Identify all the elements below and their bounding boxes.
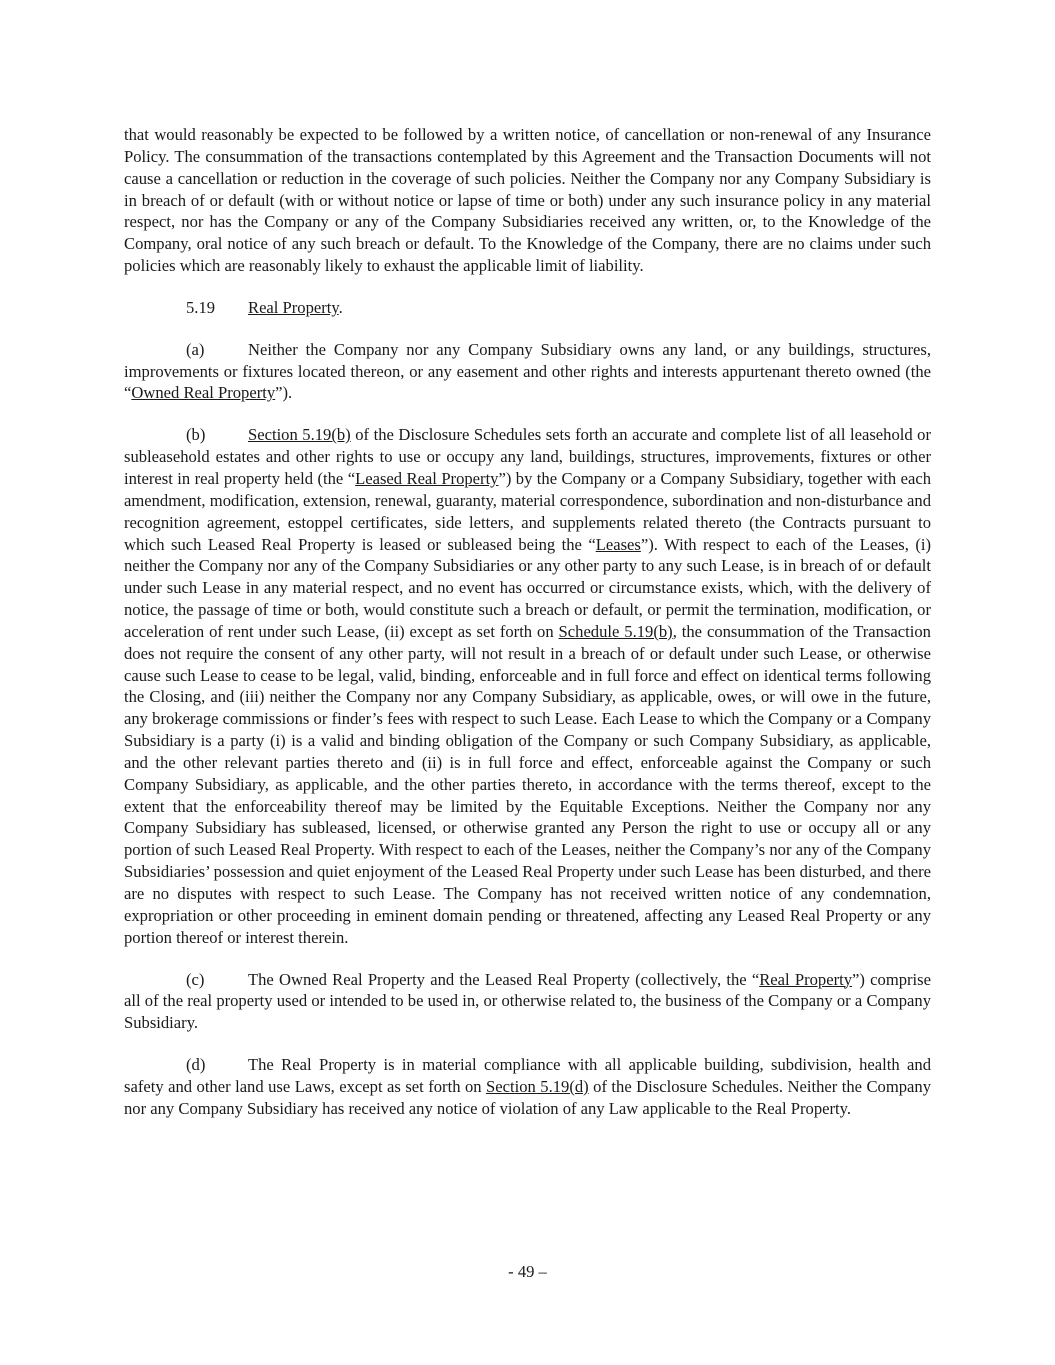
paragraph-a bbox=[124, 339, 931, 405]
paragraph-b bbox=[124, 424, 931, 948]
defined-term-leased-real-property: Leased Real Property bbox=[355, 468, 499, 488]
paragraph-a-label: (a) bbox=[186, 339, 205, 359]
continuation-text: that would reasonably be expected to be followed by a written notice, of cancellation or non-renewal of any Insurance Policy. The consummation of the transactions contemplated by this Agreement and the Transaction Documents will not cause a cancellation or reduction in the coverage of such policies. Neither the Company nor any Company Subsidiary is in breach of or default (with or without notice or lapse of time or both) under any such insurance policy in any material respect, nor has the Company or any of the Company Subsidiaries received any written, or, to the Knowledge of the Company, oral notice of any such breach or default. To the Knowledge of the Company, there are no claims under such policies which are reasonably likely to exhaust the applicable limit of liability. bbox=[124, 125, 931, 276]
defined-term-owned-real-property: Owned Real Property bbox=[131, 383, 276, 403]
paragraph-b-text-3: ”). With respect to each of the Leases, (i) neither the Company nor any of the Company Subsidiaries or any other party to any such Lease, is in breach of or default under such Lease in any material respect, and no event has occurred or circumstance exists, which, with the delivery of notice, the passage of time or both, would constitute such a breach or default, or permit the termination, modification, or acceleration of rent under such Lease, (ii) except as set forth on bbox=[124, 534, 932, 641]
paragraph-d-text-2: of the Disclosure Schedules. Neither the Company nor any Company Subsidiary has received any notice of violation of any Law applicable to the Real Property. bbox=[124, 1076, 932, 1118]
reference-section-5-19-b: Section 5.19(b) bbox=[248, 425, 351, 445]
page-number: - 49 – bbox=[508, 1262, 547, 1281]
reference-section-5-19-d: Section 5.19(d) bbox=[486, 1076, 589, 1096]
paragraph-d-label: (d) bbox=[186, 1055, 206, 1075]
paragraph-b-text-2: ”) by the Company or a Company Subsidiary, together with each amendment, modification, extension, renewal, guaranty, material correspondence, subordination and non-disturbance and recognition agreement, estoppel certificates, side letters, and supplements related thereto (the Contracts pursuant to which such Leased Real Property is leased or subleased being the “ bbox=[124, 468, 932, 554]
section-title-period: . bbox=[338, 297, 343, 317]
paragraph-c-text-2: ”) comprise all of the real property used or intended to be used in, or otherwise related to, the business of the Company or a Company Subsidiary. bbox=[124, 969, 931, 1033]
defined-term-real-property: Real Property bbox=[759, 969, 853, 989]
section-title: Real Property bbox=[248, 297, 339, 317]
paragraph-d-text-1: The Real Property is in material compliance with all applicable building, subdivision, health and safety and other land use Laws, except as set forth on bbox=[124, 1055, 931, 1096]
reference-schedule-5-19-b: Schedule 5.19(b) bbox=[558, 621, 673, 641]
paragraph-b-text-1: of the Disclosure Schedules sets forth an accurate and complete list of all leasehold or subleasehold estates and other rights to use or occupy any land, buildings, structures, improvements, fixtures or other interest in real property held (the “ bbox=[124, 425, 932, 488]
paragraph-a-text-1: Neither the Company nor any Company Subsidiary owns any land, or any buildings, structures, improvements or fixtures located thereon, or any easement and other rights and interests appurtenant thereto owned (the “ bbox=[124, 339, 931, 403]
paragraph-a-text-2: ”). bbox=[275, 383, 293, 403]
section-number: 5.19 bbox=[186, 297, 216, 317]
continuation-paragraph bbox=[124, 124, 931, 277]
paragraph-b-text-4: , the consummation of the Transaction does not require the consent of any other party, will not result in a breach of or default under such Lease, or otherwise cause such Lease to cease to be legal, valid, binding, enforceable and in full force and effect on identical terms following the Closing, and (iii) neither the Company nor any Company Subsidiary, as applicable, owes, or will owe in the future, any brokerage commissions or finder’s fees with respect to such Lease. Each Lease to which the Company or a Company Subsidiary is a party (i) is a valid and binding obligation of the Company or such Company Subsidiary, as applicable, and the other relevant parties thereto and (ii) is in full force and effect, enforceable against the Company or such Company Subsidiary, as applicable, and the other parties thereto, in accordance with the terms thereof, except to the extent that the enforceability thereof may be limited by the Equitable Exceptions. Neither the Company nor any Company Subsidiary has subleased, licensed, or otherwise granted any Person the right to use or occupy all or any portion of such Leased Real Property. With respect to each of the Leases, neither the Company’s nor any of the Company Subsidiaries’ possession and quiet enjoyment of the Leased Real Property under such Lease has been disturbed, and there are no disputes with respect to such Lease. The Company has not received written notice of any condemnation, expropriation or other proceeding in eminent domain pending or threatened, affecting any Leased Real Property or any portion thereof or interest therein. bbox=[124, 621, 931, 947]
defined-term-leases: Leases bbox=[595, 534, 641, 554]
section-heading bbox=[124, 297, 931, 319]
paragraph-c-text-1: The Owned Real Property and the Leased Real Property (collectively, the “ bbox=[248, 969, 760, 989]
document-page bbox=[124, 124, 931, 1140]
paragraph-c bbox=[124, 969, 931, 1035]
paragraph-c-label: (c) bbox=[186, 969, 205, 989]
paragraph-b-label: (b) bbox=[186, 425, 206, 445]
paragraph-d bbox=[124, 1054, 931, 1120]
